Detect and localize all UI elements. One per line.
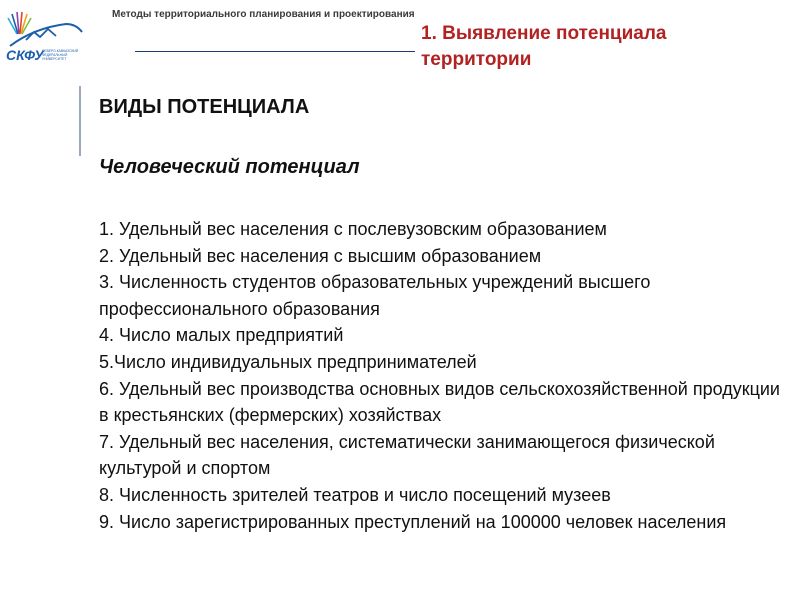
university-logo xyxy=(4,4,84,68)
list-item: 5.Число индивидуальных предпринимателей xyxy=(99,351,477,372)
logo-wordmark: СКФУ xyxy=(6,47,44,63)
list-item: 4. Число малых предприятий xyxy=(99,325,344,346)
logo-emblem-icon xyxy=(8,12,82,46)
list-item: 9. Число зарегистрированных преступлений на 100000 человек населения xyxy=(99,511,727,532)
main-heading: ВИДЫ ПОТЕНЦИАЛА xyxy=(99,96,310,118)
slide-content xyxy=(99,92,789,535)
list-item: 1. Удельный вес населения с послевузовским образованием xyxy=(99,219,607,239)
side-divider xyxy=(79,86,81,156)
header-divider xyxy=(135,51,415,52)
indicator-list xyxy=(99,216,789,535)
list-item: 6. Удельный вес производства основных видов сельскохозяйственной продукции в крестьянских (фермерских) хозяйствах xyxy=(99,378,780,426)
list-item: 2. Удельный вес населения с высшим образованием xyxy=(99,245,542,266)
subheading: Человеческий потенциал xyxy=(99,156,360,178)
list-item: 3. Численность студентов образовательных учреждений высшего профессионального образования xyxy=(99,272,651,319)
svg-text:СЕВЕРО-КАВКАЗСКИЙ: СЕВЕРО-КАВКАЗСКИЙ xyxy=(42,49,79,53)
section-title: 1. Выявление потенциала территории xyxy=(421,23,667,70)
svg-text:ФЕДЕРАЛЬНЫЙ: ФЕДЕРАЛЬНЫЙ xyxy=(42,53,68,57)
list-item: 8. Численность зрителей театров и число посещений музеев xyxy=(99,484,611,505)
svg-text:УНИВЕРСИТЕТ: УНИВЕРСИТЕТ xyxy=(42,57,67,61)
list-item: 7. Удельный вес населения, систематически занимающегося физической культурой и спортом xyxy=(99,431,715,479)
course-title: Методы территориального планирования и проектирования xyxy=(112,9,415,20)
